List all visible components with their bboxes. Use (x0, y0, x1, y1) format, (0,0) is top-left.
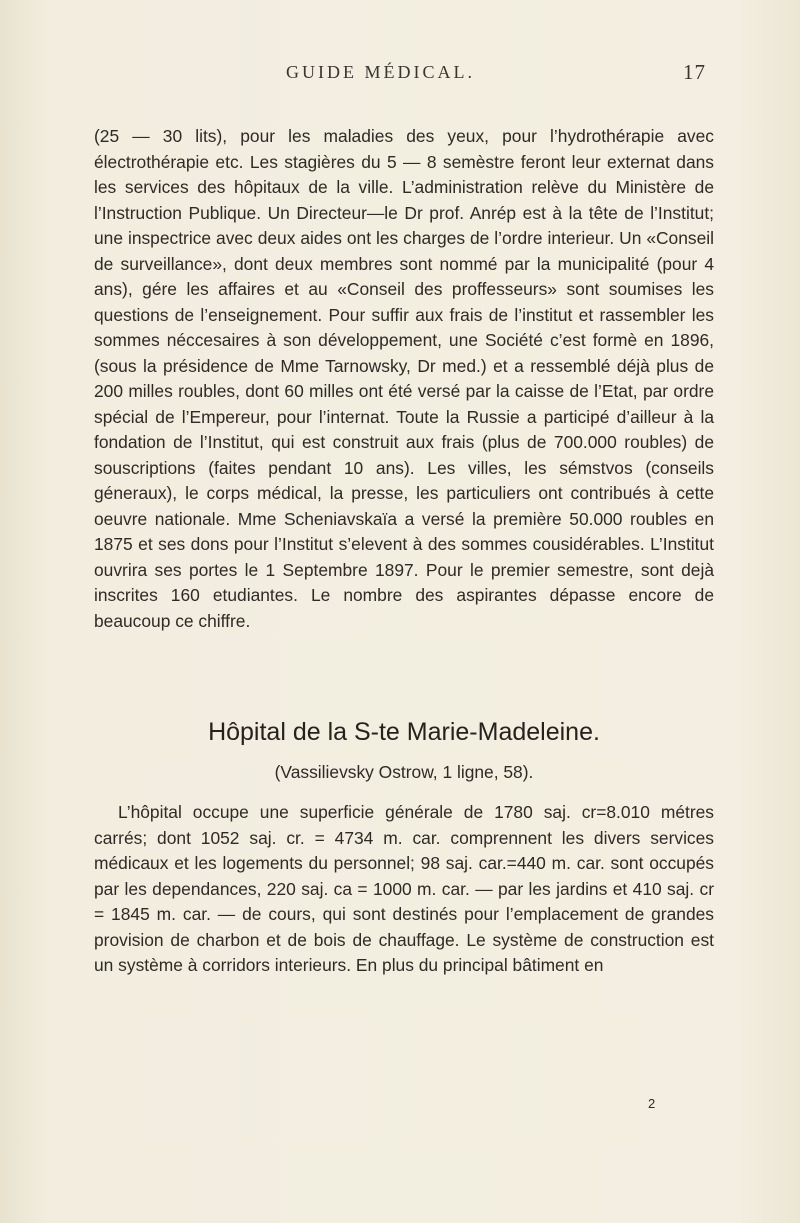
signature-mark: 2 (648, 1096, 656, 1111)
page-number: 17 (683, 60, 706, 84)
running-header (286, 62, 706, 92)
paragraph-hospital: L’hôpital occupe une superficie générale de 1780 saj. cr=8.010 métres carrés; dont 1052 saj. cr. = 4734 m. car. comprennent les divers services médicaux et les logements du personnel; 98 saj. car.=440 m. car. sont occupés par les dependances, 220 saj. ca = 1000 m. car. — par les jardins et 410 saj. cr = 1845 m. car. — de cours, qui sont destinés pour l’emplacement de grandes provision de charbon et de bois de chauffage. Le système de construction est un système à corridors interieurs. En plus du principal bâtiment en (94, 802, 714, 975)
section-address: (Vassilievsky Ostrow, 1 ligne, 58). (274, 762, 534, 782)
paragraph-institute: (25 — 30 lits), pour les maladies des yeux, pour l’hydrothérapie avec électrothérapie etc. Les stagières du 5 — 8 semèstre feront leur externat dans les services des hôpitaux de la ville. L’administration relève du Ministère de l’Instruction Publique. Un Directeur—le Dr prof. Anrép est à la tête de l’Institut; une inspectrice avec deux aides ont les charges de l’ordre interieur. Un «Conseil de surveillance», dont deux membres sont nommé par la municipalité (pour 4 ans), gére les affaires et au «Conseil des proffesseurs» sont soumises les questions de l’enseignement. Pour suffir aux frais de l’institut et rassembler les sommes néccesaires à son développement, une Société c’est formè en 1896, (sous la présidence de Mme Tarnowsky, Dr med.) et a ressemblé déjà plus de 200 milles roubles, dont 60 milles ont été versé par la caisse de l’Etat, par ordre spécial de l’Empereur, pour l’internat. Toute la Russie a participé d’ailleur à la fondation de l’Institut, qui est construit aux frais (plus de 700.000 roubles) de souscriptions (faites pendant 10 ans). Les villes, les sémstvos (conseils géneraux), le corps médical, la presse, les particuliers ont contribués à cette oeuvre nationale. Mme Scheniavskaïa a versé la première 50.000 roubles en 1875 et ses dons pour l’Institut s’elevent à des sommes cousidérables. L’Institut ouvrira ses portes le 1 Septembre 1897. Pour le premier semestre, sont dejà inscrites 160 etudiantes. Le nombre des aspirantes dépasse encore de beaucoup ce chiffre. (94, 126, 714, 631)
main-text-block (94, 124, 714, 634)
section-heading: Hôpital de la S-te Marie-Madeleine. (208, 718, 600, 746)
hospital-text-block (94, 800, 714, 979)
running-title: GUIDE MÉDICAL. (286, 62, 475, 82)
